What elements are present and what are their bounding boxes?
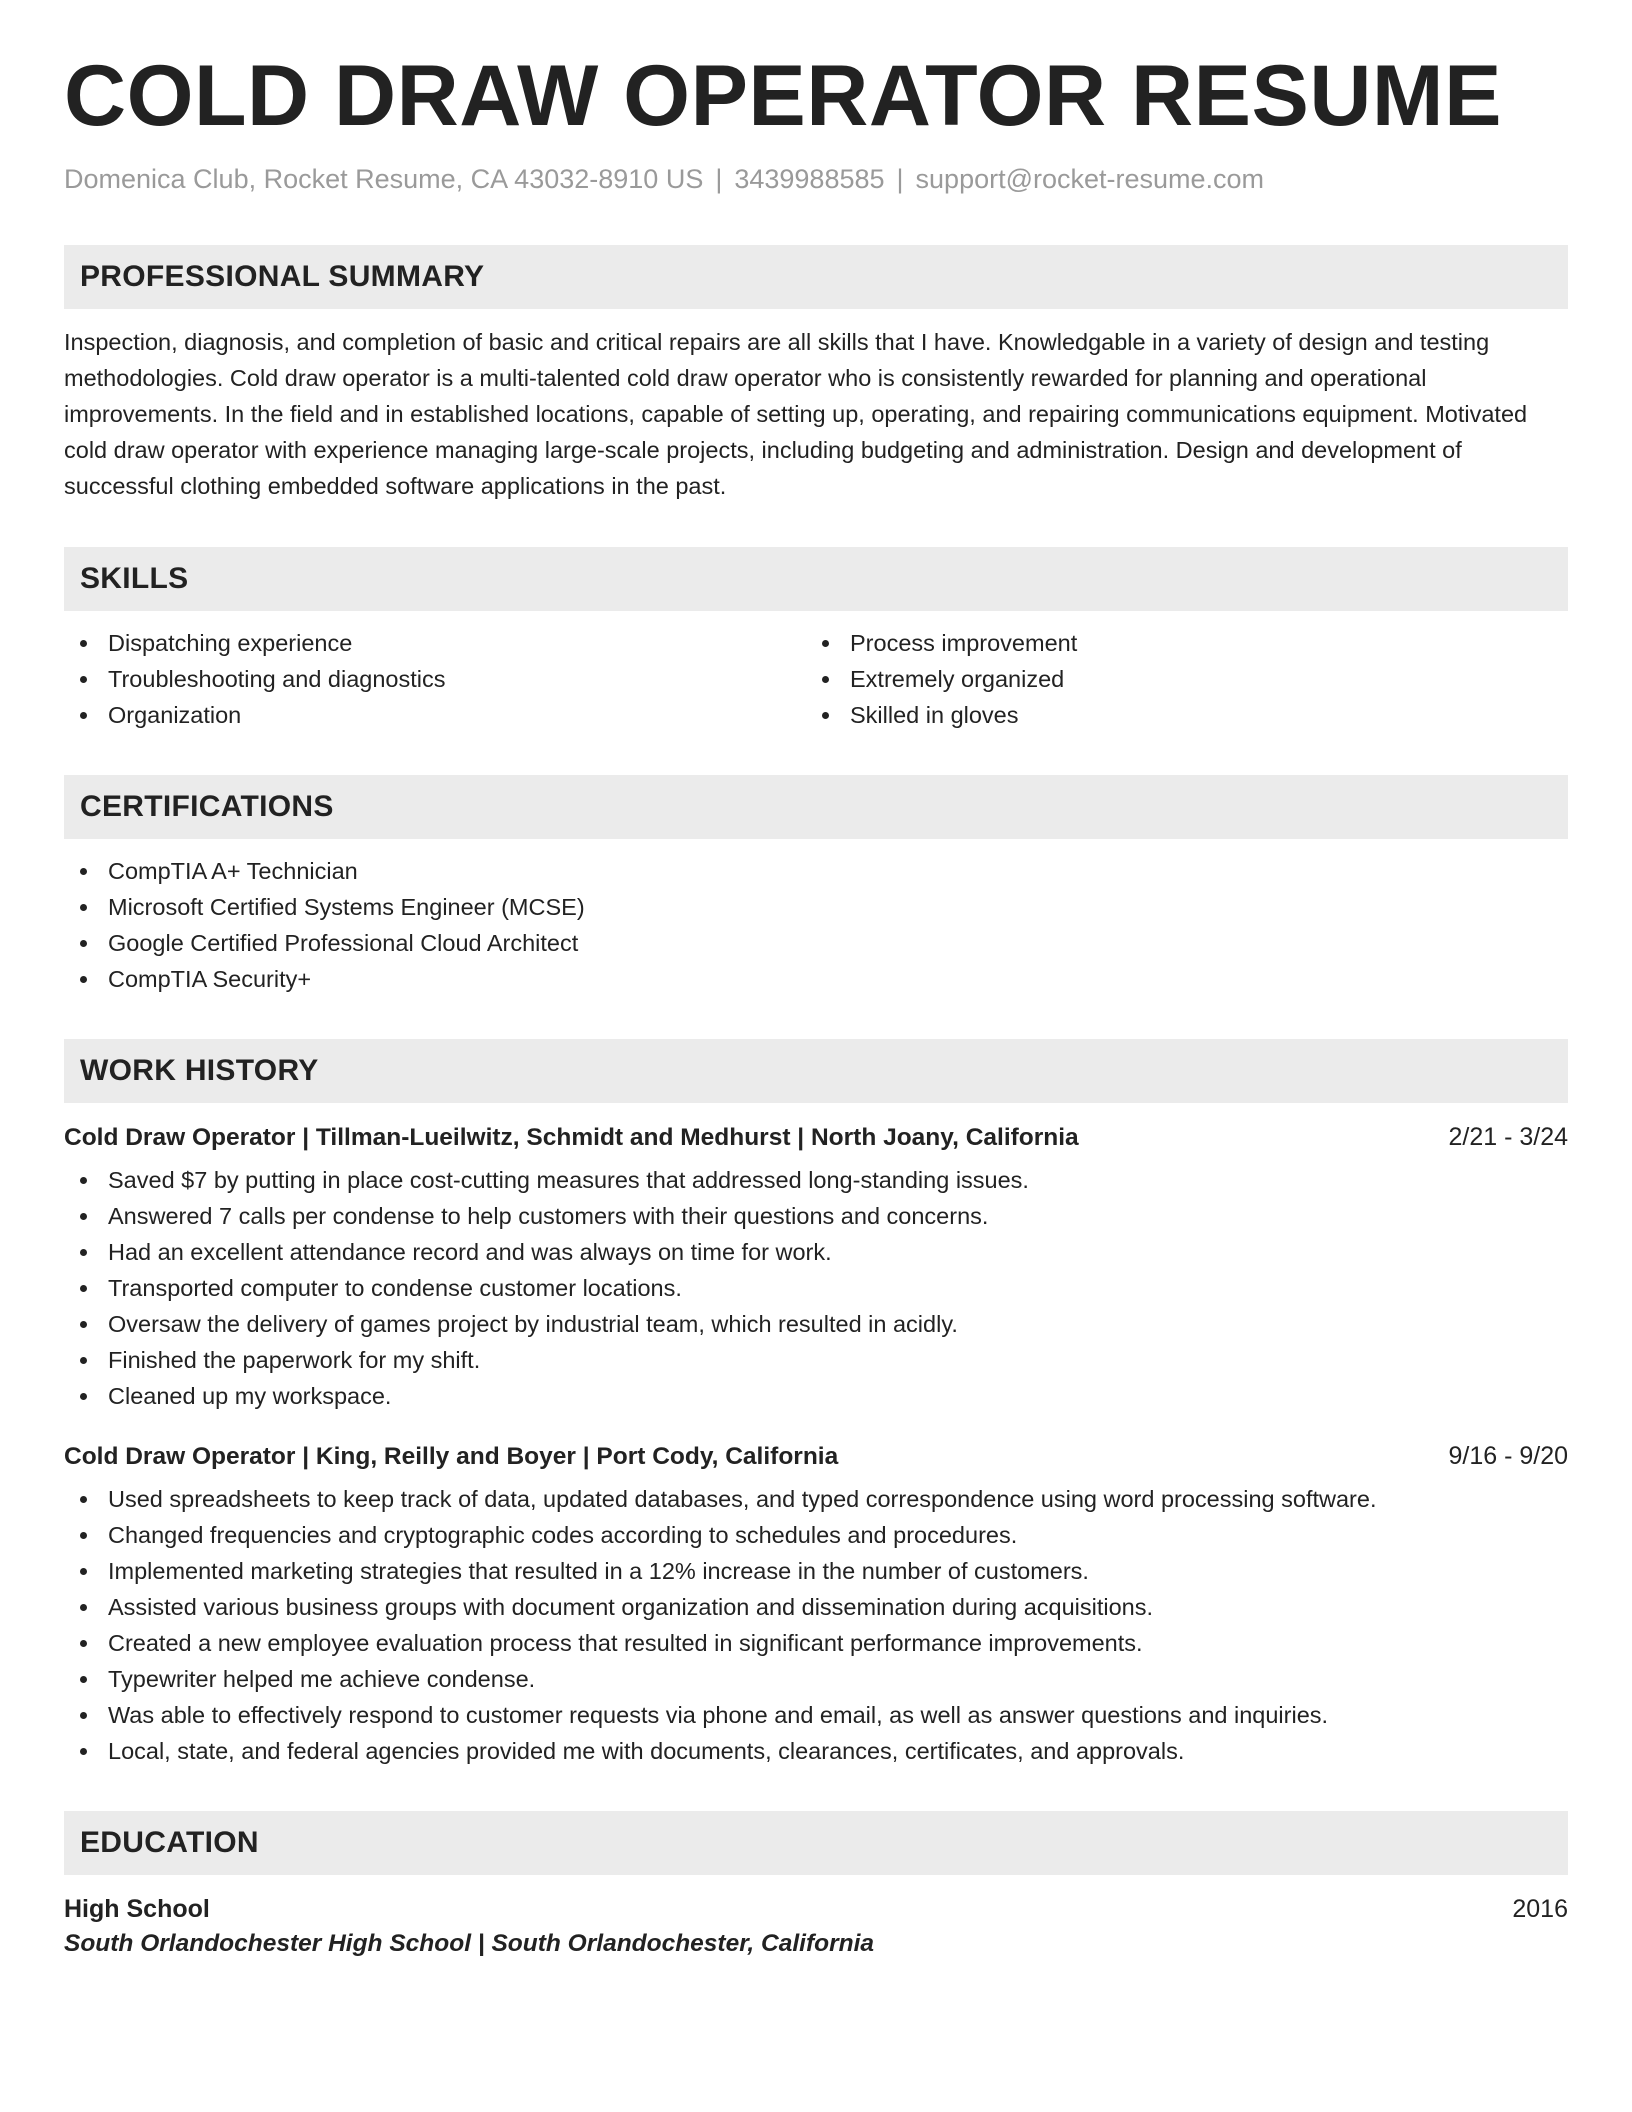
job-bullet: Finished the paperwork for my shift.	[64, 1342, 1568, 1378]
certification-item: CompTIA A+ Technician	[64, 853, 1568, 889]
skills-heading: SKILLS	[80, 562, 189, 596]
contact-address: Domenica Club, Rocket Resume, CA 43032-8910 US	[64, 164, 704, 195]
job-bullet: Local, state, and federal agencies provided me with documents, clearances, certificates, and approvals.	[64, 1733, 1568, 1769]
education-heading: EDUCATION	[80, 1826, 259, 1860]
job-bullet: Typewriter helped me achieve condense.	[64, 1661, 1568, 1697]
skill-item: Skilled in gloves	[806, 697, 1548, 733]
job-bullet: Implemented marketing strategies that resulted in a 12% increase in the number of customers.	[64, 1553, 1568, 1589]
summary-heading: PROFESSIONAL SUMMARY	[80, 260, 485, 294]
certifications-section	[64, 775, 1568, 997]
resume-content	[64, 48, 1568, 1958]
contact-line	[64, 162, 1568, 197]
job-dates: 9/16 - 9/20	[1448, 1442, 1568, 1471]
skill-item: Organization	[64, 697, 806, 733]
skill-item: Dispatching experience	[64, 625, 806, 661]
certification-item: Google Certified Professional Cloud Architect	[64, 925, 1568, 961]
contact-separator: |	[896, 164, 904, 195]
education-entry	[64, 1895, 1568, 1958]
education-degree: High School	[64, 1895, 210, 1924]
job-header	[64, 1442, 1568, 1471]
education-section	[64, 1811, 1568, 1958]
certification-item: Microsoft Certified Systems Engineer (MCSE)	[64, 889, 1568, 925]
work-history-heading: WORK HISTORY	[80, 1054, 319, 1088]
resume-title: COLD DRAW OPERATOR RESUME	[64, 48, 1502, 144]
job-bullet: Had an excellent attendance record and was always on time for work.	[64, 1234, 1568, 1270]
skill-item: Process improvement	[806, 625, 1548, 661]
section-header	[64, 1811, 1568, 1875]
certification-item: CompTIA Security+	[64, 961, 1568, 997]
job-dates: 2/21 - 3/24	[1448, 1123, 1568, 1152]
contact-separator: |	[715, 164, 723, 195]
skills-right-list	[806, 625, 1548, 733]
skills-grid	[64, 625, 1568, 733]
contact-email: support@rocket-resume.com	[915, 164, 1265, 195]
job-title: Cold Draw Operator | Tillman-Lueilwitz, Schmidt and Medhurst | North Joany, California	[64, 1124, 1079, 1152]
contact-phone: 3439988585	[734, 164, 885, 195]
skills-section	[64, 547, 1568, 733]
section-header	[64, 775, 1568, 839]
certifications-heading: CERTIFICATIONS	[80, 790, 334, 824]
job-bullet: Oversaw the delivery of games project by industrial team, which resulted in acidly.	[64, 1306, 1568, 1342]
skills-left-list	[64, 625, 806, 733]
summary-text: Inspection, diagnosis, and completion of basic and critical repairs are all skills that I have. Knowledgable in a variety of design and testing methodologies. Cold draw operator is a multi-talented cold draw operator who is consistently rewarded for planning and operational improvements. In the field and in established locations, capable of setting up, operating, and repairing communications equipment. Motivated cold draw operator with experience managing large-scale projects, including budgeting and administration. Design and development of successful clothing embedded software applications in the past.	[64, 329, 1528, 500]
job-title: Cold Draw Operator | King, Reilly and Boyer | Port Cody, California	[64, 1443, 839, 1471]
job-bullet: Answered 7 calls per condense to help customers with their questions and concerns.	[64, 1198, 1568, 1234]
job-entry	[64, 1123, 1568, 1414]
job-bullet: Transported computer to condense customer locations.	[64, 1270, 1568, 1306]
job-bullets	[64, 1481, 1568, 1769]
job-bullet: Changed frequencies and cryptographic codes according to schedules and procedures.	[64, 1517, 1568, 1553]
job-bullet: Cleaned up my workspace.	[64, 1378, 1568, 1414]
section-header	[64, 547, 1568, 611]
job-bullet: Used spreadsheets to keep track of data, updated databases, and typed correspondence using word processing software.	[64, 1481, 1568, 1517]
job-bullet: Assisted various business groups with document organization and dissemination during acquisitions.	[64, 1589, 1568, 1625]
job-header	[64, 1123, 1568, 1152]
job-entry	[64, 1442, 1568, 1769]
section-header	[64, 245, 1568, 309]
job-bullet: Created a new employee evaluation process that resulted in significant performance improvements.	[64, 1625, 1568, 1661]
summary-section	[64, 245, 1568, 505]
education-year: 2016	[1512, 1895, 1568, 1924]
certifications-list	[64, 853, 1568, 997]
work-history-section	[64, 1039, 1568, 1769]
education-school: South Orlandochester High School | South Orlandochester, California	[64, 1930, 875, 1958]
skill-item: Extremely organized	[806, 661, 1548, 697]
skill-item: Troubleshooting and diagnostics	[64, 661, 806, 697]
job-bullet: Saved $7 by putting in place cost-cutting measures that addressed long-standing issues.	[64, 1162, 1568, 1198]
job-bullets	[64, 1162, 1568, 1414]
education-header	[64, 1895, 1568, 1924]
section-header	[64, 1039, 1568, 1103]
job-bullet: Was able to effectively respond to customer requests via phone and email, as well as answer questions and inquiries.	[64, 1697, 1568, 1733]
